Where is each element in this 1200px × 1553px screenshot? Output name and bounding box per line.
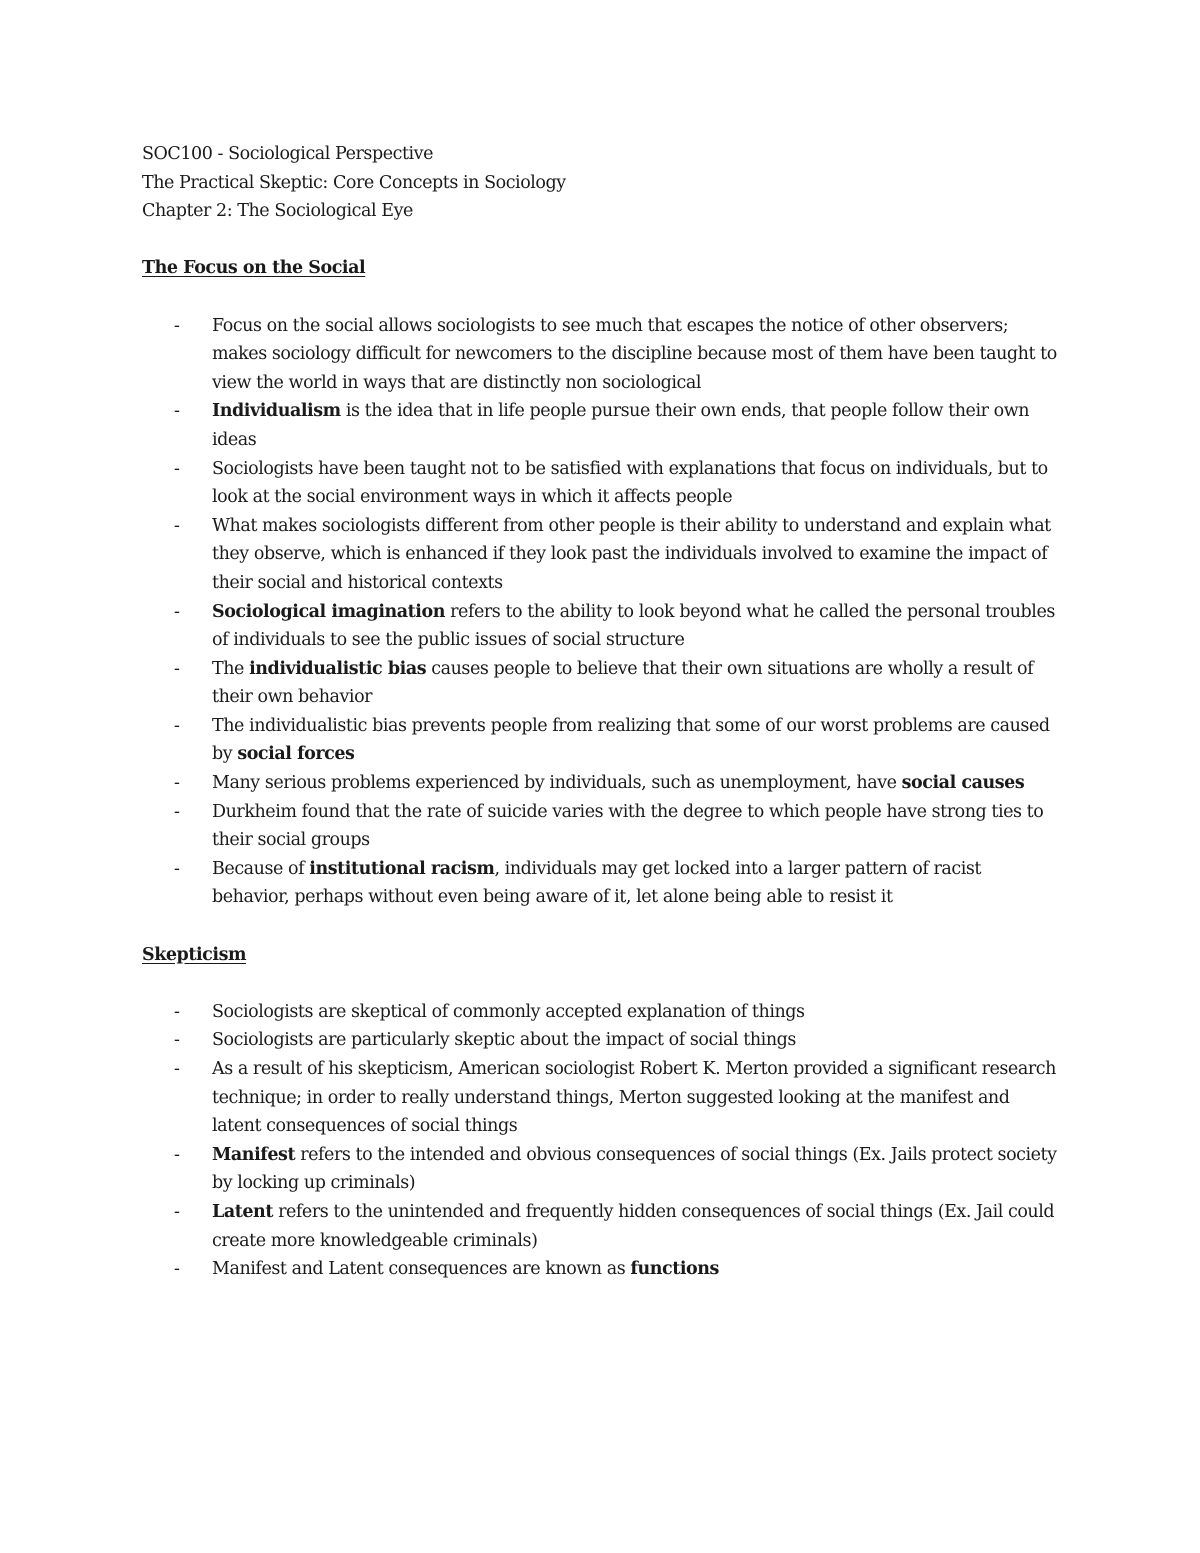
bullet-dash: -	[174, 1001, 180, 1022]
text-run: is the idea that in life people pursue their own ends, that people follow their own ideas	[212, 401, 1030, 450]
text-run: Sociologists are particularly skeptic about the impact of social things	[212, 1030, 796, 1051]
bullet-dash: -	[174, 858, 180, 879]
text-run: refers to the intended and obvious consequences of social things (Ex. Jails protect society by locking up criminals)	[212, 1144, 1057, 1194]
list-item	[142, 312, 1062, 398]
book-title: The Practical Skeptic: Core Concepts in Sociology	[142, 172, 566, 193]
bullet-dash: -	[174, 1030, 180, 1051]
text-run: Sociologists have been taught not to be satisfied with explanations that focus on individuals, but to look at the social environment ways in which it affects people	[212, 458, 1048, 508]
bold-term: social forces	[237, 744, 355, 765]
bullet-list	[142, 998, 1062, 1284]
spacer	[142, 283, 1062, 312]
list-item	[142, 512, 1062, 598]
list-item	[142, 1026, 1062, 1055]
section-skepticism	[142, 941, 1062, 1284]
list-item	[142, 1255, 1062, 1284]
text-run: Manifest and Latent consequences are known as	[212, 1259, 631, 1280]
list-item	[142, 1198, 1062, 1255]
spacer	[142, 912, 1062, 941]
text-run: refers to the unintended and frequently hidden consequences of social things (Ex. Jail could create more knowledgeable criminals)	[212, 1201, 1055, 1251]
list-item	[142, 712, 1062, 769]
bullet-dash: -	[174, 658, 180, 679]
document-content	[142, 140, 1062, 1284]
text-run: The individualistic bias prevents people from realizing that some of our worst problems are caused by	[212, 715, 1050, 765]
text-run: , individuals may get locked into a larger pattern of racist behavior, perhaps without even being aware of it, let alone being able to resist it	[212, 858, 981, 908]
bullet-dash: -	[174, 801, 180, 822]
bold-term: Latent	[212, 1201, 273, 1222]
bold-term: Individualism	[212, 401, 341, 422]
section-heading: The Focus on the Social	[142, 258, 366, 279]
bullet-dash: -	[174, 601, 180, 622]
bullet-dash: -	[174, 1259, 180, 1280]
list-item	[142, 1055, 1062, 1141]
bullet-dash: -	[174, 458, 180, 479]
list-item	[142, 769, 1062, 798]
text-run: Focus on the social allows sociologists to see much that escapes the notice of other observers; makes sociology difficult for newcomers to the discipline because most of them have been taught to view the world in ways that are distinctly non sociological	[212, 315, 1057, 393]
chapter-title: Chapter 2: The Sociological Eye	[142, 201, 413, 222]
bullet-dash: -	[174, 1059, 180, 1079]
text-run: Durkheim found that the rate of suicide varies with the degree to which people have strong ties to their social groups	[212, 801, 1044, 851]
bullet-list	[142, 312, 1062, 912]
bold-term: individualistic bias	[249, 658, 427, 679]
text-run: causes people to believe that their own situations are wholly a result of their own behavior	[212, 658, 1034, 708]
list-item	[142, 855, 1062, 912]
list-item	[142, 798, 1062, 855]
bullet-dash: -	[174, 1201, 180, 1222]
list-item	[142, 998, 1062, 1027]
section-heading: Skepticism	[142, 944, 247, 965]
list-item	[142, 1141, 1062, 1198]
text-run: Because of	[212, 858, 310, 879]
list-item	[142, 455, 1062, 512]
bullet-dash: -	[174, 401, 180, 422]
text-run: Sociologists are skeptical of commonly accepted explanation of things	[212, 1001, 805, 1022]
bullet-dash: -	[174, 315, 180, 336]
text-run: As a result of his skepticism, American sociologist Robert K. Merton provided a significant research technique; in order to really understand things, Merton suggested looking at the manifest and latent consequences of social things	[212, 1059, 1056, 1137]
bold-term: functions	[630, 1259, 719, 1280]
spacer	[142, 969, 1062, 998]
text-run: Many serious problems experienced by individuals, such as unemployment, have	[212, 773, 902, 794]
bold-term: institutional racism	[309, 858, 495, 879]
bullet-dash: -	[174, 1144, 180, 1165]
bold-term: Sociological imagination	[212, 601, 446, 622]
text-run: What makes sociologists different from other people is their ability to understand and explain what they observe, which is enhanced if they look past the individuals involved to examine the impact of their social and historical contexts	[212, 515, 1051, 593]
bullet-dash: -	[174, 715, 180, 736]
bullet-dash: -	[174, 515, 180, 536]
text-run: refers to the ability to look beyond what he called the personal troubles of individuals to see the public issues of social structure	[212, 601, 1055, 651]
spacer	[142, 226, 1062, 255]
list-item	[142, 598, 1062, 655]
bold-term: social causes	[901, 773, 1025, 794]
list-item	[142, 397, 1062, 454]
course-title: SOC100 - Sociological Perspective	[142, 144, 434, 164]
text-run: The	[212, 658, 250, 679]
list-item	[142, 655, 1062, 712]
section-focus-on-social	[142, 254, 1062, 912]
bold-term: Manifest	[212, 1144, 296, 1165]
bullet-dash: -	[174, 773, 180, 794]
